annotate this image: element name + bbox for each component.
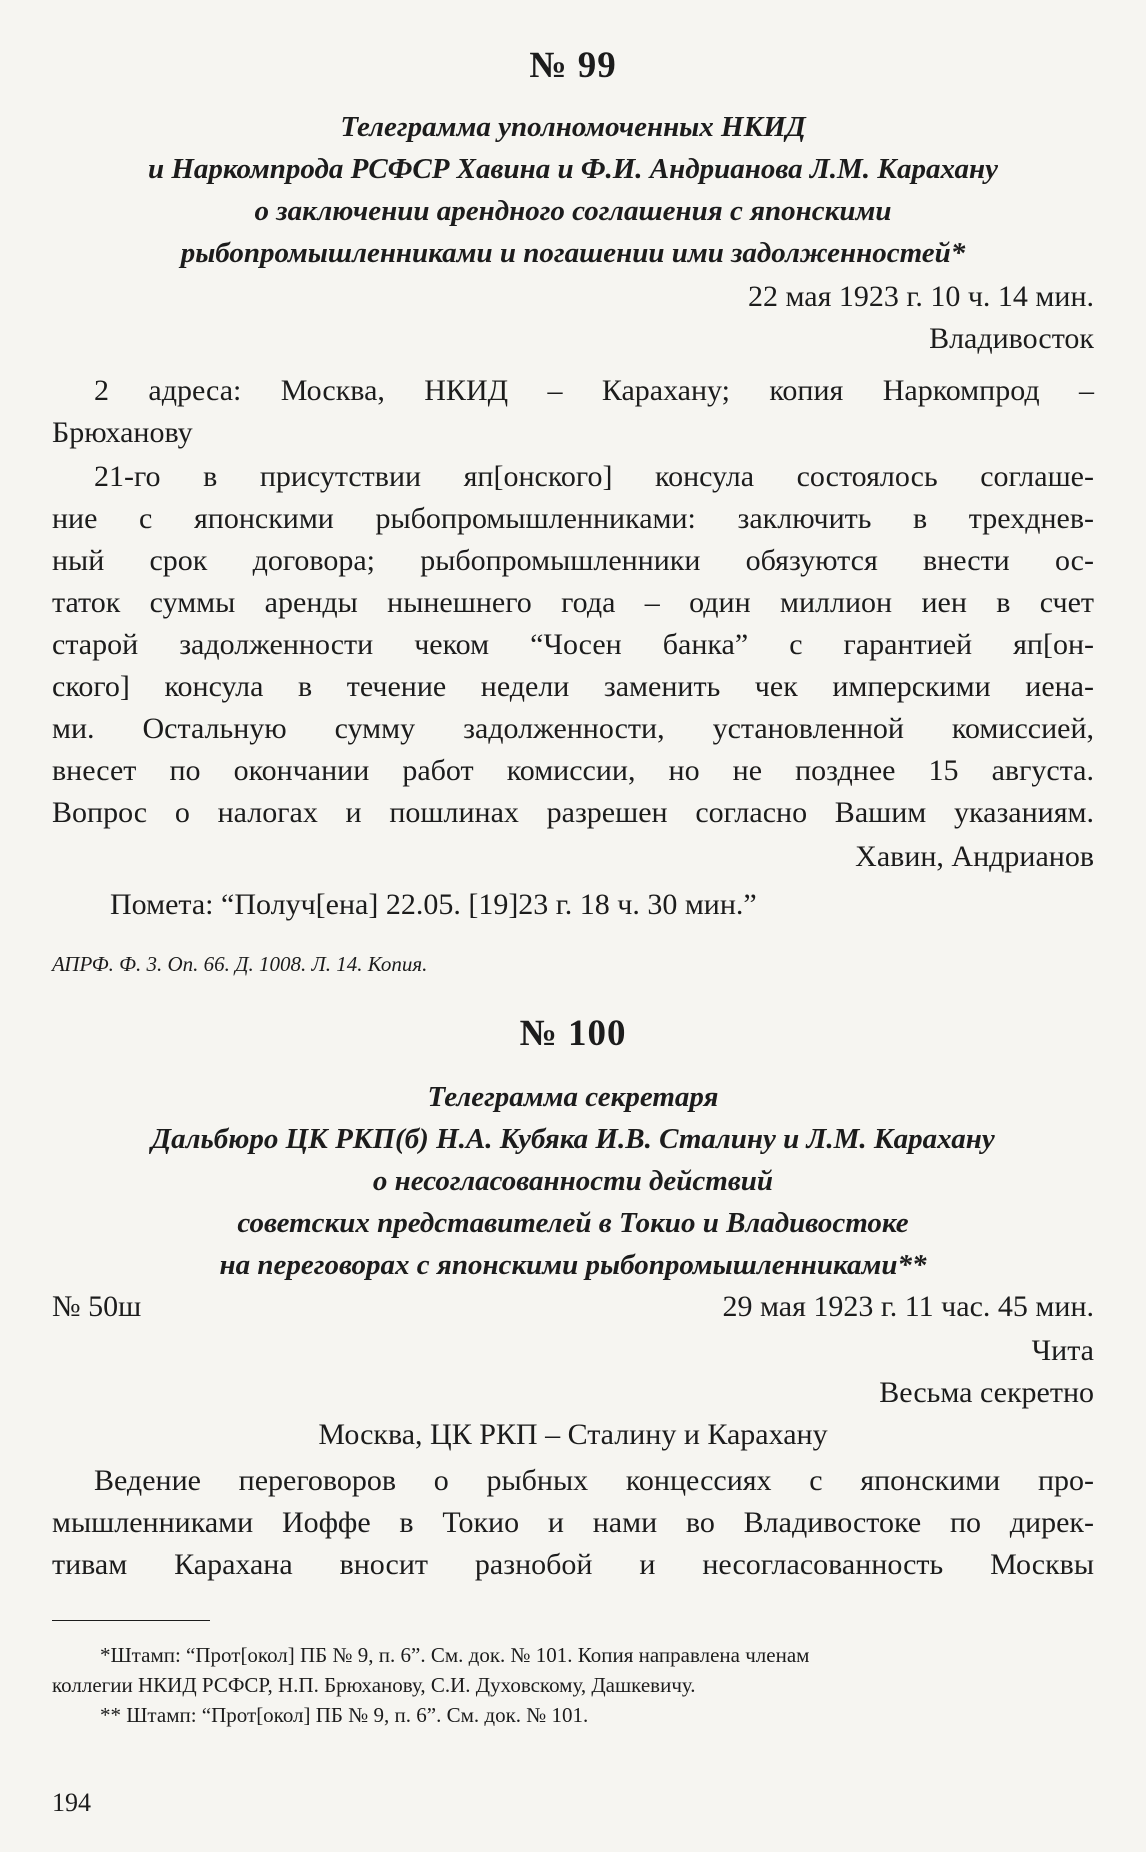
doc99-body-line: ми. Остальную сумму задолженности, установленной комиссией,: [52, 712, 1094, 745]
doc100-classification: Весьма секретно: [879, 1376, 1094, 1409]
doc99-body-line: 21-го в присутствии яп[онского] консула состоялось соглаше-: [94, 460, 1094, 493]
doc100-place-block: [52, 1330, 1094, 1414]
doc99-date: 22 мая 1923 г. 10 ч. 14 мин.: [748, 280, 1094, 313]
doc99-body-line: ского] консула в течение недели заменить чек имперскими иена-: [52, 670, 1094, 703]
doc100-address: Москва, ЦК РКП – Сталину и Карахану: [318, 1418, 828, 1451]
page-number: 194: [52, 1788, 91, 1817]
footnote-divider: [52, 1620, 210, 1621]
doc99-body-line: старой задолженности чеком “Чосен банка” с гарантией яп[он-: [52, 628, 1094, 661]
doc100-body-line: Ведение переговоров о рыбных концессиях с японскими про-: [94, 1464, 1094, 1497]
doc99-address-line: 2 адреса: Москва, НКИД – Карахану; копия Наркомпрод –: [94, 374, 1094, 407]
footnote-line: ** Штамп: “Прот[окол] ПБ № 9, п. 6”. См. док. № 101.: [100, 1703, 589, 1727]
footnote-line: *Штамп: “Прот[окол] ПБ № 9, п. 6”. См. док. № 101. Копия направлена членам: [100, 1643, 810, 1667]
doc99-dateline: [52, 276, 1094, 360]
doc100-title-line: на переговорах с японскими рыбопромышленниками**: [219, 1249, 927, 1281]
doc99-title-line: о заключении арендного соглашения с японскими: [254, 195, 892, 227]
doc100-place: Чита: [1031, 1334, 1094, 1367]
doc99-body-line: внесет по окончании работ комиссии, но не позднее 15 августа.: [52, 754, 1094, 787]
doc99-body-line: Вопрос о налогах и пошлинах разрешен согласно Вашим указаниям.: [52, 796, 1094, 829]
doc100-body: [52, 1460, 1094, 1586]
doc99-archive-source: АПРФ. Ф. 3. Оп. 66. Д. 1008. Л. 14. Копия.: [52, 952, 428, 976]
doc99-address: [52, 370, 1094, 454]
doc99-note: Помета: “Получ[ена] 22.05. [19]23 г. 18 ч. 30 мин.”: [110, 888, 757, 921]
doc99-body-line: таток суммы аренды нынешнего года – один миллион иен в счет: [52, 586, 1094, 619]
doc99-body-line: ние с японскими рыбопромышленниками: заключить в трехднев-: [52, 502, 1094, 535]
doc99-body-line: ный срок договора; рыбопромышленники обязуются внести ос-: [52, 544, 1094, 577]
doc99-address-line: Брюханову: [52, 416, 193, 449]
doc99-title-line: рыбопромышленниками и погашении ими задолженностей*: [180, 237, 966, 269]
footnote-line: коллегии НКИД РСФСР, Н.П. Брюханову, С.И. Духовскому, Дашкевичу.: [52, 1673, 696, 1697]
footnotes: [52, 1640, 1094, 1730]
doc99-body: [52, 456, 1094, 834]
doc100-ref-number: № 50ш: [52, 1290, 142, 1323]
doc99-place: Владивосток: [929, 322, 1094, 355]
doc99-title-line: и Наркомпрода РСФСР Хавина и Ф.И. Андрианова Л.М. Карахану: [147, 153, 999, 185]
doc99-number: № 99: [529, 45, 617, 86]
doc100-date: 29 мая 1923 г. 11 час. 45 мин.: [722, 1290, 1094, 1323]
doc100-body-line: мышленниками Иоффе в Токио и нами во Владивостоке по дирек-: [52, 1506, 1094, 1539]
doc99-signature: Хавин, Андрианов: [855, 840, 1094, 873]
doc100-title-line: о несогласованности действий: [372, 1165, 774, 1197]
doc100-title-line: Телеграмма секретаря: [427, 1081, 719, 1113]
doc100-body-line: тивам Карахана вносит разнобой и несогласованность Москвы: [52, 1548, 1094, 1581]
doc99-title-line: Телеграмма уполномоченных НКИД: [340, 111, 806, 143]
doc100-title-line: Дальбюро ЦК РКП(б) Н.А. Кубяка И.В. Сталину и Л.М. Карахану: [151, 1123, 995, 1155]
doc100-dateline: [52, 1286, 1094, 1328]
doc100-title-line: советских представителей в Токио и Владивостоке: [237, 1207, 909, 1239]
doc100-number: № 100: [519, 1013, 627, 1054]
doc100-title: [52, 1076, 1094, 1286]
doc99-title: [52, 106, 1094, 274]
